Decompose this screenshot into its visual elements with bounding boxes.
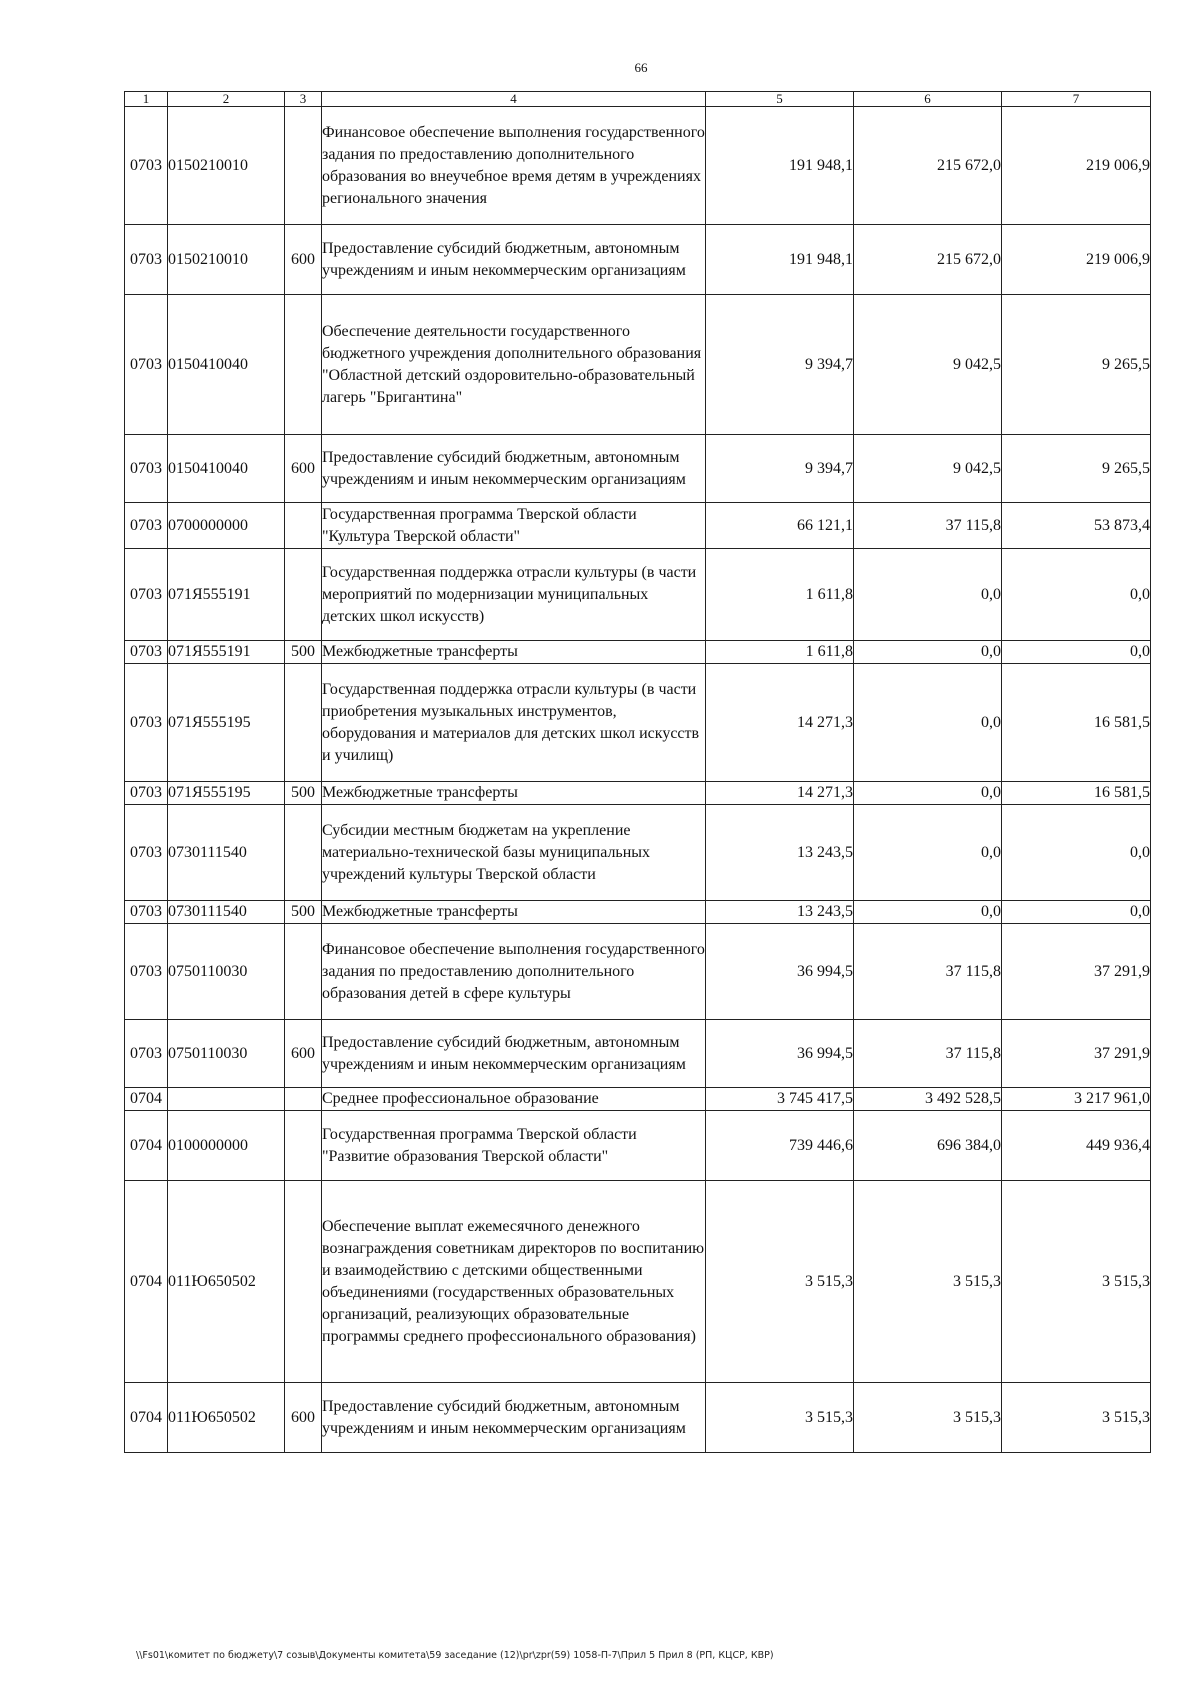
- column-header: 4: [322, 92, 706, 107]
- table-row: [125, 641, 1151, 664]
- amount-year-1: 191 948,1: [706, 107, 854, 225]
- item-name: Государственная программа Тверской области "Культура Тверской области": [322, 503, 706, 549]
- table-row: [125, 782, 1151, 805]
- item-name: Государственная поддержка отрасли культуры (в части мероприятий по модернизации муниципальных детских школ искусств): [322, 549, 706, 641]
- section-code: 0703: [125, 107, 168, 225]
- expense-type-code: [285, 503, 322, 549]
- amount-year-3: 16 581,5: [1002, 782, 1151, 805]
- amount-year-3: 0,0: [1002, 901, 1151, 924]
- file-path-footer: \\Fs01\комитет по бюджету\7 созыв\Документы комитета\59 заседание (12)\pr\zpr(59) 1058-П-7\Прил 5 Прил 8 (РП, КЦСР, КВР): [136, 1650, 774, 1661]
- amount-year-2: 696 384,0: [854, 1111, 1002, 1181]
- table-row: [125, 1111, 1151, 1181]
- target-article-code: 0100000000: [168, 1111, 285, 1181]
- section-code: 0703: [125, 664, 168, 782]
- table-row: [125, 1181, 1151, 1383]
- table-row: [125, 805, 1151, 901]
- amount-year-1: 739 446,6: [706, 1111, 854, 1181]
- item-name: Среднее профессиональное образование: [322, 1088, 706, 1111]
- item-name: Межбюджетные трансферты: [322, 641, 706, 664]
- amount-year-1: 13 243,5: [706, 805, 854, 901]
- amount-year-3: 16 581,5: [1002, 664, 1151, 782]
- item-name: Предоставление субсидий бюджетным, автономным учреждениям и иным некоммерческим организациям: [322, 225, 706, 295]
- column-header: 6: [854, 92, 1002, 107]
- table-row: [125, 1020, 1151, 1088]
- section-code: 0703: [125, 549, 168, 641]
- section-code: 0703: [125, 435, 168, 503]
- item-name: Предоставление субсидий бюджетным, автономным учреждениям и иным некоммерческим организациям: [322, 1383, 706, 1453]
- amount-year-1: 66 121,1: [706, 503, 854, 549]
- target-article-code: [168, 1088, 285, 1111]
- amount-year-2: 0,0: [854, 901, 1002, 924]
- amount-year-2: 37 115,8: [854, 924, 1002, 1020]
- amount-year-1: 9 394,7: [706, 435, 854, 503]
- amount-year-2: 0,0: [854, 549, 1002, 641]
- expense-type-code: 600: [285, 225, 322, 295]
- target-article-code: 0150410040: [168, 435, 285, 503]
- column-header: 5: [706, 92, 854, 107]
- section-code: 0703: [125, 901, 168, 924]
- section-code: 0703: [125, 924, 168, 1020]
- amount-year-2: 37 115,8: [854, 1020, 1002, 1088]
- amount-year-3: 37 291,9: [1002, 1020, 1151, 1088]
- amount-year-2: 3 515,3: [854, 1383, 1002, 1453]
- amount-year-2: 9 042,5: [854, 435, 1002, 503]
- target-article-code: 0150210010: [168, 225, 285, 295]
- section-code: 0704: [125, 1181, 168, 1383]
- expense-type-code: 600: [285, 1383, 322, 1453]
- expense-type-code: 600: [285, 1020, 322, 1088]
- expense-type-code: [285, 1111, 322, 1181]
- amount-year-3: 3 515,3: [1002, 1181, 1151, 1383]
- table-row: [125, 225, 1151, 295]
- column-header: 2: [168, 92, 285, 107]
- amount-year-3: 0,0: [1002, 641, 1151, 664]
- expense-type-code: 600: [285, 435, 322, 503]
- amount-year-3: 0,0: [1002, 549, 1151, 641]
- amount-year-2: 215 672,0: [854, 225, 1002, 295]
- target-article-code: 071Я555195: [168, 664, 285, 782]
- amount-year-1: 14 271,3: [706, 782, 854, 805]
- amount-year-2: 3 492 528,5: [854, 1088, 1002, 1111]
- amount-year-2: 215 672,0: [854, 107, 1002, 225]
- table-row: [125, 664, 1151, 782]
- table-row: [125, 435, 1151, 503]
- item-name: Предоставление субсидий бюджетным, автономным учреждениям и иным некоммерческим организациям: [322, 1020, 706, 1088]
- expense-type-code: [285, 805, 322, 901]
- item-name: Предоставление субсидий бюджетным, автономным учреждениям и иным некоммерческим организациям: [322, 435, 706, 503]
- table-row: [125, 1088, 1151, 1111]
- target-article-code: 011Ю650502: [168, 1181, 285, 1383]
- expense-type-code: [285, 107, 322, 225]
- item-name: Государственная программа Тверской области "Развитие образования Тверской области": [322, 1111, 706, 1181]
- amount-year-2: 0,0: [854, 664, 1002, 782]
- amount-year-3: 9 265,5: [1002, 435, 1151, 503]
- amount-year-3: 449 936,4: [1002, 1111, 1151, 1181]
- item-name: Межбюджетные трансферты: [322, 782, 706, 805]
- table-row: [125, 549, 1151, 641]
- item-name: Обеспечение деятельности государственного бюджетного учреждения дополнительного образования "Областной детский оздоровительно-образовательный лагерь "Бригантина": [322, 295, 706, 435]
- section-code: 0703: [125, 295, 168, 435]
- page-number: 66: [634, 60, 648, 75]
- item-name: Государственная поддержка отрасли культуры (в части приобретения музыкальных инструментов, оборудования и материалов для детских школ искусств и училищ): [322, 664, 706, 782]
- expense-type-code: 500: [285, 641, 322, 664]
- section-code: 0703: [125, 503, 168, 549]
- amount-year-3: 53 873,4: [1002, 503, 1151, 549]
- amount-year-2: 0,0: [854, 782, 1002, 805]
- target-article-code: 071Я555195: [168, 782, 285, 805]
- table-row: [125, 901, 1151, 924]
- target-article-code: 071Я555191: [168, 641, 285, 664]
- amount-year-3: 219 006,9: [1002, 225, 1151, 295]
- column-header: 1: [125, 92, 168, 107]
- target-article-code: 0150210010: [168, 107, 285, 225]
- amount-year-3: 3 515,3: [1002, 1383, 1151, 1453]
- section-code: 0703: [125, 782, 168, 805]
- amount-year-1: 1 611,8: [706, 641, 854, 664]
- amount-year-1: 14 271,3: [706, 664, 854, 782]
- expense-type-code: [285, 1181, 322, 1383]
- section-code: 0704: [125, 1111, 168, 1181]
- target-article-code: 0730111540: [168, 901, 285, 924]
- section-code: 0704: [125, 1383, 168, 1453]
- item-name: Финансовое обеспечение выполнения государственного задания по предоставлению дополнительного образования во внеучебное время детям в учреждениях регионального значения: [322, 107, 706, 225]
- amount-year-1: 3 745 417,5: [706, 1088, 854, 1111]
- amount-year-1: 3 515,3: [706, 1181, 854, 1383]
- amount-year-2: 0,0: [854, 805, 1002, 901]
- expense-type-code: [285, 549, 322, 641]
- table-row: [125, 503, 1151, 549]
- expense-type-code: [285, 664, 322, 782]
- table-row: [125, 924, 1151, 1020]
- table-row: [125, 295, 1151, 435]
- table-row: [125, 107, 1151, 225]
- amount-year-2: 9 042,5: [854, 295, 1002, 435]
- amount-year-2: 37 115,8: [854, 503, 1002, 549]
- amount-year-1: 13 243,5: [706, 901, 854, 924]
- amount-year-1: 3 515,3: [706, 1383, 854, 1453]
- amount-year-2: 3 515,3: [854, 1181, 1002, 1383]
- expense-type-code: 500: [285, 901, 322, 924]
- amount-year-3: 9 265,5: [1002, 295, 1151, 435]
- section-code: 0703: [125, 225, 168, 295]
- amount-year-3: 37 291,9: [1002, 924, 1151, 1020]
- target-article-code: 0750110030: [168, 924, 285, 1020]
- section-code: 0703: [125, 641, 168, 664]
- amount-year-3: 219 006,9: [1002, 107, 1151, 225]
- target-article-code: 011Ю650502: [168, 1383, 285, 1453]
- item-name: Межбюджетные трансферты: [322, 901, 706, 924]
- column-header: 3: [285, 92, 322, 107]
- amount-year-3: 0,0: [1002, 805, 1151, 901]
- section-code: 0703: [125, 1020, 168, 1088]
- target-article-code: 071Я555191: [168, 549, 285, 641]
- target-article-code: 0150410040: [168, 295, 285, 435]
- item-name: Субсидии местным бюджетам на укрепление материально-технической базы муниципальных учреждений культуры Тверской области: [322, 805, 706, 901]
- table-row: [125, 1383, 1151, 1453]
- item-name: Обеспечение выплат ежемесячного денежного вознаграждения советникам директоров по воспитанию и взаимодействию с детскими общественными объединениями (государственных образовательных организаций, реализующих образовательные программы среднего профессионального образования): [322, 1181, 706, 1383]
- budget-table: [124, 91, 1151, 1453]
- expense-type-code: [285, 295, 322, 435]
- amount-year-1: 1 611,8: [706, 549, 854, 641]
- target-article-code: 0730111540: [168, 805, 285, 901]
- expense-type-code: 500: [285, 782, 322, 805]
- amount-year-3: 3 217 961,0: [1002, 1088, 1151, 1111]
- expense-type-code: [285, 1088, 322, 1111]
- amount-year-1: 9 394,7: [706, 295, 854, 435]
- amount-year-1: 191 948,1: [706, 225, 854, 295]
- column-header: 7: [1002, 92, 1151, 107]
- section-code: 0703: [125, 805, 168, 901]
- column-number-header: [125, 92, 1151, 107]
- amount-year-2: 0,0: [854, 641, 1002, 664]
- expense-type-code: [285, 924, 322, 1020]
- amount-year-1: 36 994,5: [706, 1020, 854, 1088]
- item-name: Финансовое обеспечение выполнения государственного задания по предоставлению дополнительного образования детей в сфере культуры: [322, 924, 706, 1020]
- target-article-code: 0750110030: [168, 1020, 285, 1088]
- section-code: 0704: [125, 1088, 168, 1111]
- amount-year-1: 36 994,5: [706, 924, 854, 1020]
- target-article-code: 0700000000: [168, 503, 285, 549]
